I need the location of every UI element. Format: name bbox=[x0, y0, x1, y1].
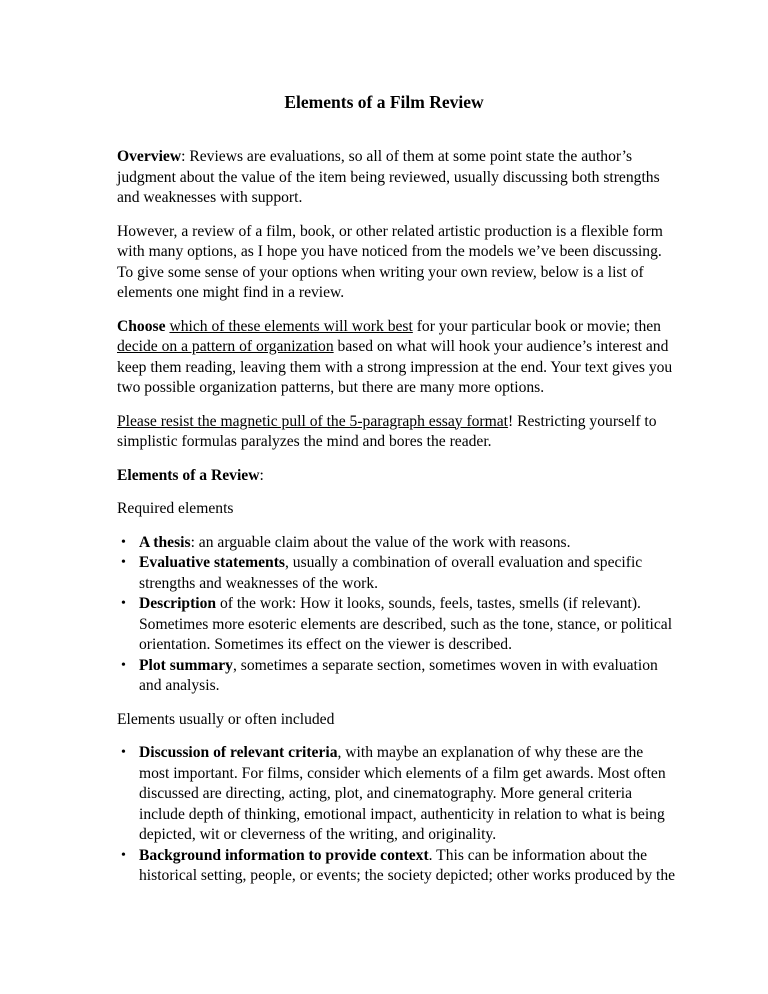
resist-paragraph bbox=[117, 412, 677, 453]
overview-text: : Reviews are evaluations, so all of them at some point state the author’s judgment about the value of the item being reviewed, usually discussing both strengths and weaknesses with support. bbox=[117, 148, 660, 206]
list-item-text: of the work: How it looks, sounds, feels, tastes, smells (if relevant). Sometimes more esoteric elements are described, such as the tone, stance, or political orientation. Sometimes its effect on the viewer is described. bbox=[139, 595, 673, 653]
list-item-text: , usually a combination of overall evaluation and specific strengths and weaknesses of the work. bbox=[139, 554, 643, 592]
choose-underline-1: which of these elements will work best bbox=[169, 317, 413, 335]
list-item-text: . This can be information about the historical setting, people, or events; the society depicted; other works produced by the bbox=[139, 846, 676, 884]
resist-text: ! Restricting yourself to simplistic formulas paralyzes the mind and bores the reader. bbox=[117, 412, 657, 450]
list-item-bold: Description bbox=[139, 595, 217, 612]
bullet-icon: • bbox=[121, 847, 126, 863]
options-paragraph: However, a review of a film, book, or other related artistic production is a flexible form with many options, as I hope you have noticed from the models we’ve been discussing. To give some sense of your options when writing your own review, below is a list of elements one might find in a review. bbox=[117, 222, 663, 301]
list-item-text: , with maybe an explanation of why these are the most important. For films, consider which elements of a film get awards. Most often discussed are directing, acting, plot, and cinematography. More general criteria include depth of thinking, emotional impact, authenticity in relation to what is being depicted, wit or cleverness of the writing, and originality. bbox=[139, 744, 666, 843]
list-item bbox=[117, 743, 677, 846]
list-item bbox=[117, 656, 677, 697]
bullet-icon: • bbox=[121, 657, 126, 673]
often-heading: Elements usually or often included bbox=[117, 710, 335, 728]
list-item-bold: Background information to provide context bbox=[139, 846, 429, 864]
choose-bold: Choose bbox=[117, 317, 166, 335]
list-item-bold: A thesis bbox=[139, 533, 191, 551]
required-list bbox=[117, 533, 677, 697]
resist-underline: Please resist the magnetic pull of the 5-paragraph essay format bbox=[117, 412, 509, 430]
choose-underline-2: decide on a pattern of organization bbox=[117, 338, 334, 355]
overview-label: Overview bbox=[117, 148, 182, 165]
list-item-bold: Evaluative statements bbox=[139, 554, 285, 571]
list-item-bold: Plot summary bbox=[139, 656, 233, 674]
required-heading: Required elements bbox=[117, 500, 234, 517]
page-title: Elements of a Film Review bbox=[284, 92, 484, 112]
list-item bbox=[117, 533, 677, 554]
list-item-text: , sometimes a separate section, sometimes woven in with evaluation and analysis. bbox=[139, 656, 658, 694]
often-list bbox=[117, 743, 677, 887]
choose-text-1: for your particular book or movie; then bbox=[412, 317, 661, 335]
overview-paragraph bbox=[117, 147, 677, 209]
list-item-bold: Discussion of relevant criteria bbox=[139, 744, 338, 761]
elements-heading-label: Elements of a Review bbox=[117, 466, 260, 484]
list-item bbox=[117, 594, 677, 656]
bullet-icon: • bbox=[121, 745, 126, 760]
list-item-text: : an arguable claim about the value of the work with reasons. bbox=[190, 533, 571, 551]
bullet-icon: • bbox=[121, 555, 126, 570]
list-item bbox=[117, 553, 677, 594]
document-body bbox=[117, 147, 677, 900]
bullet-icon: • bbox=[121, 534, 126, 550]
elements-heading bbox=[117, 466, 677, 487]
list-item bbox=[117, 846, 677, 887]
elements-heading-colon: : bbox=[259, 466, 264, 484]
choose-text-2: based on what will hook your audience’s interest and keep them reading, leaving them with a strong impression at the end. Your text gives you two possible organization patterns, but there are many more options. bbox=[117, 338, 673, 396]
choose-paragraph bbox=[117, 317, 677, 399]
bullet-icon: • bbox=[121, 596, 126, 611]
